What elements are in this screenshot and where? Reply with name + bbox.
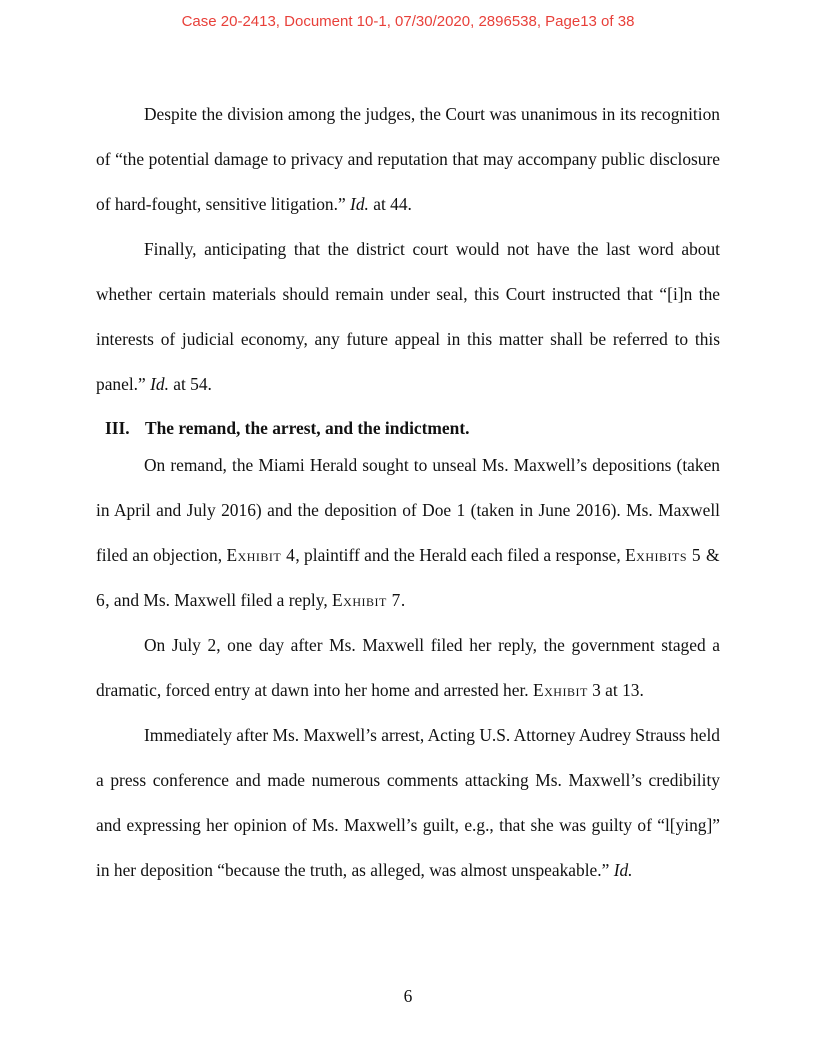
- paragraph-text: Finally, anticipating that the district court would not have the last word about whether certain materials should remain under seal, this Court instructed that “[i]n the interests of judicial economy, any future appeal in this matter shall be referred to this panel.”: [96, 239, 720, 394]
- paragraph-press-conference: [96, 713, 720, 893]
- paragraph-remand: [96, 443, 720, 623]
- paragraph-text: Immediately after Ms. Maxwell’s arrest, Acting U.S. Attorney Audrey Strauss held a press conference and made numerous comments attacking Ms. Maxwell’s credibility and expressing her opinion of Ms. Maxwell’s guilt, e.g., that she was guilty of “l[ying]” in her deposition “because the truth, as alleged, was almost unspeakable.”: [96, 725, 720, 880]
- paragraph-text: Despite the division among the judges, the Court was unanimous in its recognition of “the potential damage to privacy and reputation that may accompany public disclosure of hard-fought, sensitive litigation.”: [96, 104, 720, 214]
- paragraph-text: , and Ms. Maxwell filed a reply,: [105, 590, 333, 610]
- citation-id: Id.: [350, 194, 369, 214]
- paragraph-unanimous-recognition: [96, 92, 720, 227]
- paragraph-judicial-economy: [96, 227, 720, 407]
- citation-page: at 54.: [168, 374, 212, 394]
- paragraph-text: .: [400, 590, 406, 610]
- section-title: The remand, the arrest, and the indictment.: [145, 418, 470, 438]
- citation-id: Id.: [150, 374, 169, 394]
- case-header: Case 20-2413, Document 10-1, 07/30/2020, 2896538, Page13 of 38: [181, 13, 635, 30]
- exhibit-ref: Exhibit 7: [332, 590, 401, 610]
- paragraph-arrest: [96, 623, 720, 713]
- citation-page: at 44.: [368, 194, 412, 214]
- exhibit-ref: Exhibit 4: [226, 545, 296, 565]
- page-number: 6: [403, 986, 413, 1006]
- paragraph-text: , plaintiff and the Herald each filed a response,: [295, 545, 626, 565]
- section-heading: [96, 407, 720, 443]
- document-body: [96, 92, 720, 893]
- exhibit-ref: Exhibits 5 & 6: [96, 545, 720, 610]
- paragraph-text: On remand, the Miami Herald sought to unseal Ms. Maxwell’s depositions (taken in April and July 2016) and the deposition of Doe 1 (taken in June 2016). Ms. Maxwell filed an objection,: [96, 455, 720, 565]
- section-number: III.: [105, 418, 130, 438]
- citation-id: Id.: [613, 860, 633, 880]
- exhibit-ref: Exhibit: [533, 680, 588, 700]
- paragraph-text: 3 at 13.: [587, 680, 644, 700]
- paragraph-text: On July 2, one day after Ms. Maxwell filed her reply, the government staged a dramatic, forced entry at dawn into her home and arrested her.: [96, 635, 720, 700]
